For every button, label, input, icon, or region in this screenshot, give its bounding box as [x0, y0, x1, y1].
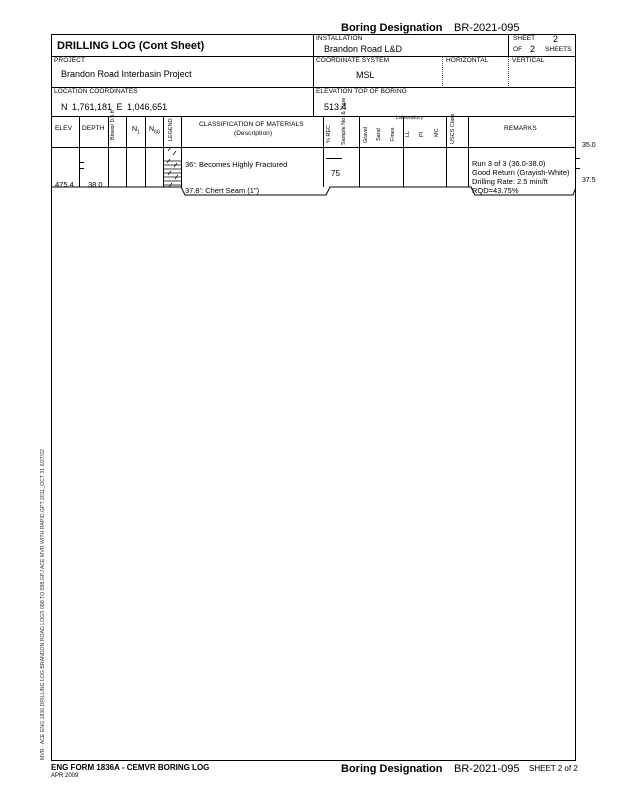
project-label: PROJECT [54, 57, 86, 64]
side-file-path: MVR - ACE ENG 1836 DRILLING LOG BRANDON ROAD LOGS 088 TO 098.GPJ ACE MVR WITH RAPID.GPT 2011_OCT 31 6/27/22 [40, 449, 46, 760]
col-line [468, 116, 469, 187]
elevation-value: 513.4 [324, 102, 347, 112]
col-classification: CLASSIFICATION OF MATERIALS [199, 121, 304, 128]
col-line [359, 116, 360, 187]
elev-value: 475.4 [55, 180, 74, 189]
col-n60: $N_{60}$ [149, 126, 160, 136]
location-value: N 1,761,181 E 1,046,651 [61, 102, 168, 112]
col-sand: Sand [376, 128, 382, 141]
log-title: DRILLING LOG (Cont Sheet) [57, 40, 205, 52]
footer-sheet: SHEET 2 of 2 [529, 764, 578, 773]
run-marker [326, 158, 342, 159]
depth-tick [79, 168, 84, 169]
footer-designation-label: Boring Designation [341, 763, 443, 775]
col-line [145, 116, 146, 187]
header-designation-label: Boring Designation [341, 22, 443, 34]
divider [51, 116, 576, 117]
col-pi: PI [419, 131, 425, 137]
col-remarks: REMARKS [504, 125, 537, 132]
vertical-label: VERTICAL [512, 57, 545, 64]
desc-chert-seam: 37.8': Chert Seam (1") [185, 186, 260, 195]
scale-label: 35.0 [582, 142, 596, 149]
of-label: OF [513, 46, 523, 53]
col-n1: $N_1$ [132, 126, 141, 136]
coord-system-value: MSL [356, 70, 375, 80]
remark-line: Run 3 of 3 (36.0-38.0) [472, 159, 546, 168]
col-line [323, 116, 324, 187]
col-line [403, 116, 404, 187]
installation-label: INSTALLATION [316, 35, 363, 42]
col-line [126, 116, 127, 187]
col-fines: Fines [390, 127, 396, 141]
scale-tick [576, 168, 580, 169]
col-description: (Description) [234, 130, 273, 137]
remark-line: Drilling Rate: 2.5 min/ft [472, 177, 548, 186]
scale-tick [576, 158, 580, 159]
col-line [108, 116, 109, 187]
divider [508, 34, 509, 56]
col-legend: LEGEND [168, 118, 174, 141]
depth-tick [79, 162, 84, 163]
col-mc: MC [434, 128, 440, 137]
divider [442, 57, 443, 86]
divider [508, 57, 509, 86]
col-elev: ELEV [55, 125, 73, 132]
col-ll: LL [405, 130, 411, 137]
sheets-label: SHEETS [545, 46, 572, 53]
rec-value: 75 [331, 169, 340, 178]
footer-designation-value: BR-2021-095 [454, 763, 520, 775]
of-value: 2 [530, 44, 536, 54]
remark-line: Good Return (Grayish-White) [472, 168, 570, 177]
location-label: LOCATION COORDINATES [54, 88, 138, 95]
col-line [79, 116, 80, 187]
desc-fractured: 36': Becomes Highly Fractured [185, 160, 288, 169]
horizontal-label: HORIZONTAL [446, 57, 489, 64]
col-line [446, 116, 447, 187]
elevation-label: ELEVATION TOP OF BORING [316, 88, 407, 95]
footer-form: ENG FORM 1836A - CEMVR BORING LOG [51, 763, 210, 772]
divider [51, 147, 576, 148]
remark-line: RQD=43.75% [472, 186, 519, 195]
depth-value: 38.0 [88, 180, 103, 189]
col-sample: Sample No. & Type [341, 97, 347, 145]
project-value: Brandon Road Interbasin Project [61, 69, 192, 79]
col-depth: DEPTH [82, 125, 105, 132]
col-laboratory: Laboratory [396, 115, 424, 121]
col-rec: % REC [326, 124, 332, 143]
sheet-label: SHEET [513, 35, 536, 42]
col-gravel: Gravel [363, 126, 369, 143]
col-uscs: USCS Class [450, 113, 456, 144]
divider [313, 34, 314, 116]
log-frame [51, 34, 576, 761]
header-designation-value: BR-2021-095 [454, 22, 520, 34]
coord-system-label: COORDINATE SYSTEM [316, 57, 390, 64]
footer-date: APR 2009 [51, 773, 79, 779]
col-blows: Blows/ 0.5 ft [110, 110, 116, 140]
installation-value: Brandon Road L&D [324, 44, 403, 54]
scale-label: 37.5 [582, 177, 596, 184]
sheet-value: 2 [553, 34, 559, 44]
